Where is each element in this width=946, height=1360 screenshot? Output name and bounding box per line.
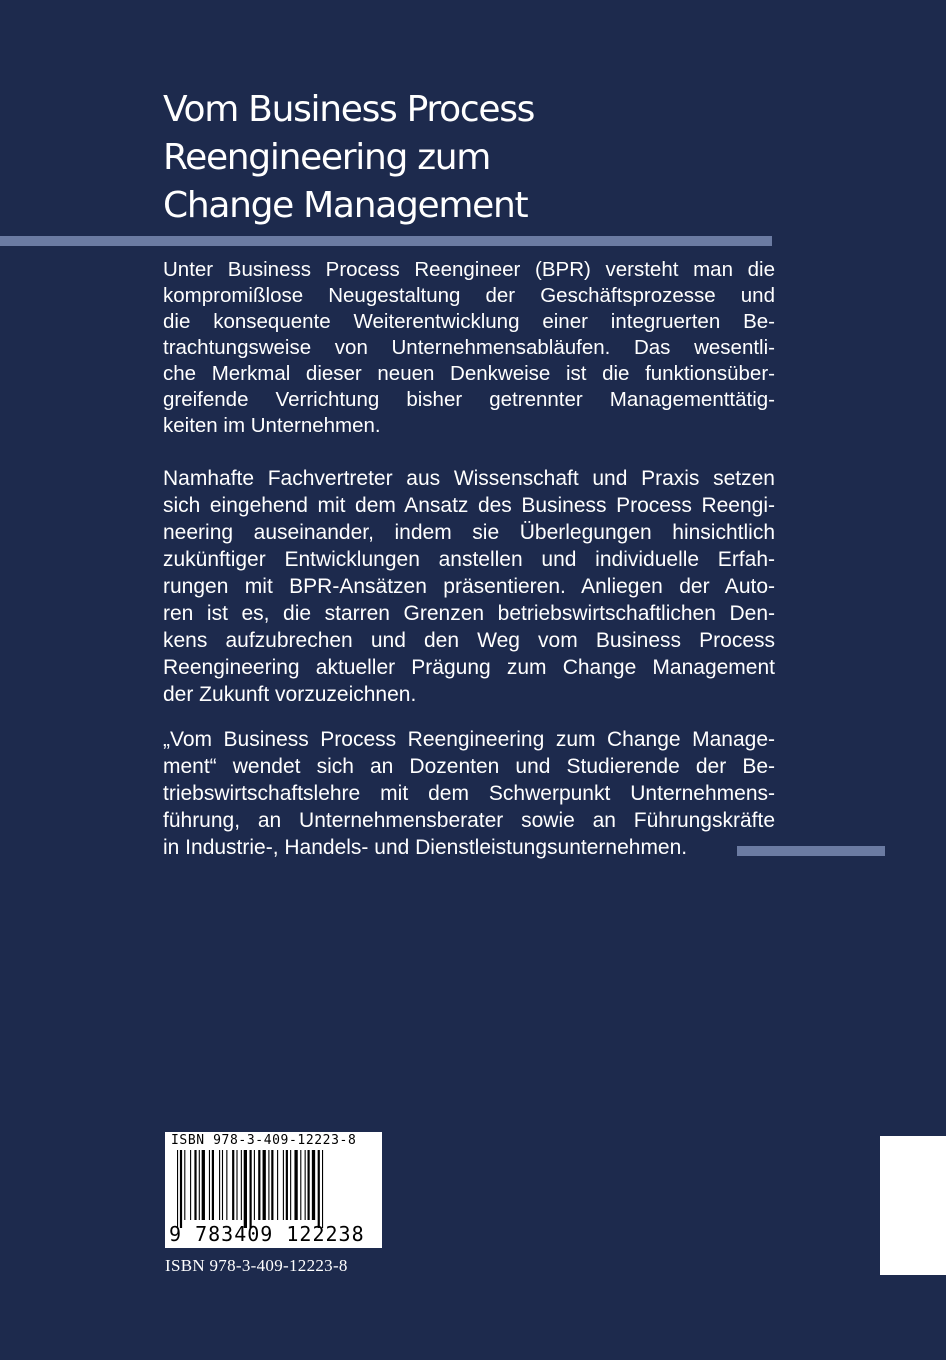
barcode-bar — [209, 1150, 210, 1220]
barcode-bar — [312, 1150, 315, 1220]
barcode-bar — [222, 1150, 223, 1220]
barcode-bar — [219, 1150, 220, 1220]
barcode-bars — [173, 1150, 375, 1228]
text-line: Unter Business Process Reengineer (BPR) versteht man die — [163, 258, 775, 281]
barcode-bar — [286, 1150, 288, 1220]
text-line: zukünftiger Entwicklungen anstellen und individuelle Erfah- — [163, 548, 775, 571]
text-line: neering auseinander, indem sie Überlegungen hinsichtlich — [163, 521, 775, 544]
barcode-bar — [290, 1150, 291, 1220]
text-line: rungen mit BPR-Ansätzen präsentieren. Anliegen der Auto- — [163, 575, 775, 598]
barcode-bar — [190, 1150, 191, 1220]
barcode-bar — [236, 1150, 237, 1220]
text-line: triebswirtschaftslehre mit dem Schwerpunkt Unternehmens- — [163, 782, 775, 805]
barcode-bar — [241, 1150, 242, 1220]
barcode-bar — [250, 1150, 252, 1228]
barcode-number: 9 783409 122238 — [169, 1222, 365, 1246]
text-line: Namhafte Fachvertreter aus Wissenschaft und Praxis setzen — [163, 467, 775, 490]
barcode-bar — [318, 1150, 320, 1228]
barcode-label — [165, 1132, 382, 1248]
barcode-bar — [268, 1150, 269, 1220]
barcode-bar — [300, 1150, 301, 1220]
barcode-bar — [226, 1150, 227, 1220]
text-line: der Zukunft vorzuzeichnen. — [163, 683, 417, 706]
text-line: Reengineering aktueller Prägung zum Change Management — [163, 656, 775, 679]
blurb-paragraph-3 — [163, 726, 775, 861]
text-line: kens aufzubrechen und den Weg vom Business Process — [163, 629, 775, 652]
barcode-bar — [180, 1150, 182, 1228]
text-line: kompromißlose Neugestaltung der Geschäftsprozesse und — [163, 284, 775, 307]
barcode-bar — [202, 1150, 205, 1220]
barcode-bar — [308, 1150, 310, 1220]
title-line-2: Reengineering zum — [163, 137, 491, 178]
text-line: führung, an Unternehmensberater sowie an Führungskräfte — [163, 809, 775, 832]
barcode-bar — [258, 1150, 260, 1220]
barcode-bar — [177, 1150, 178, 1228]
spine-label-box — [880, 1136, 946, 1275]
barcode-bar — [283, 1150, 284, 1220]
isbn-text: ISBN 978-3-409-12223-8 — [165, 1256, 348, 1275]
text-line: che Merkmal dieser neuen Denkweise ist die funktionsüber- — [163, 362, 775, 385]
barcode-bar — [232, 1150, 234, 1220]
barcode-bar — [212, 1150, 214, 1220]
text-line: ren ist es, die starren Grenzen betriebswirtschaftlichen Den- — [163, 602, 775, 625]
barcode-bar — [263, 1150, 266, 1220]
blurb-paragraph-2 — [163, 465, 775, 708]
barcode-bar — [184, 1150, 185, 1220]
text-line: trachtungsweise von Unternehmensabläufen. Das wesentli- — [163, 336, 775, 359]
barcode-isbn-text: ISBN 978-3-409-12223-8 — [171, 1133, 357, 1148]
barcode-bar — [199, 1150, 200, 1220]
barcode-bar — [254, 1150, 255, 1220]
barcode-bar — [194, 1150, 196, 1220]
end-divider — [737, 846, 885, 856]
book-title — [163, 86, 783, 230]
barcode-bar — [305, 1150, 306, 1220]
text-line: in Industrie-, Handels- und Dienstleistungsunternehmen. — [163, 836, 688, 859]
barcode-bar — [277, 1150, 278, 1220]
text-line: sich eingehend mit dem Ansatz des Business Process Reengi- — [163, 494, 775, 517]
barcode-bar — [271, 1150, 273, 1220]
text-line: keiten im Unternehmen. — [163, 414, 381, 437]
title-line-3: Change Management — [163, 185, 528, 226]
text-line: „Vom Business Process Reengineering zum Change Manage- — [163, 728, 775, 751]
barcode-bar — [322, 1150, 323, 1228]
text-line: ment“ wendet sich an Dozenten und Studierende der Be- — [163, 755, 775, 778]
title-line-1: Vom Business Process — [163, 89, 535, 130]
barcode-bar — [294, 1150, 297, 1220]
text-line: greifende Verrichtung bisher getrennter Managementtätig- — [163, 388, 775, 411]
blurb-paragraph-1 — [163, 257, 775, 439]
text-line: die konsequente Weiterentwicklung einer integruerten Be- — [163, 310, 775, 333]
barcode-bar — [244, 1150, 247, 1228]
title-divider — [0, 236, 772, 246]
